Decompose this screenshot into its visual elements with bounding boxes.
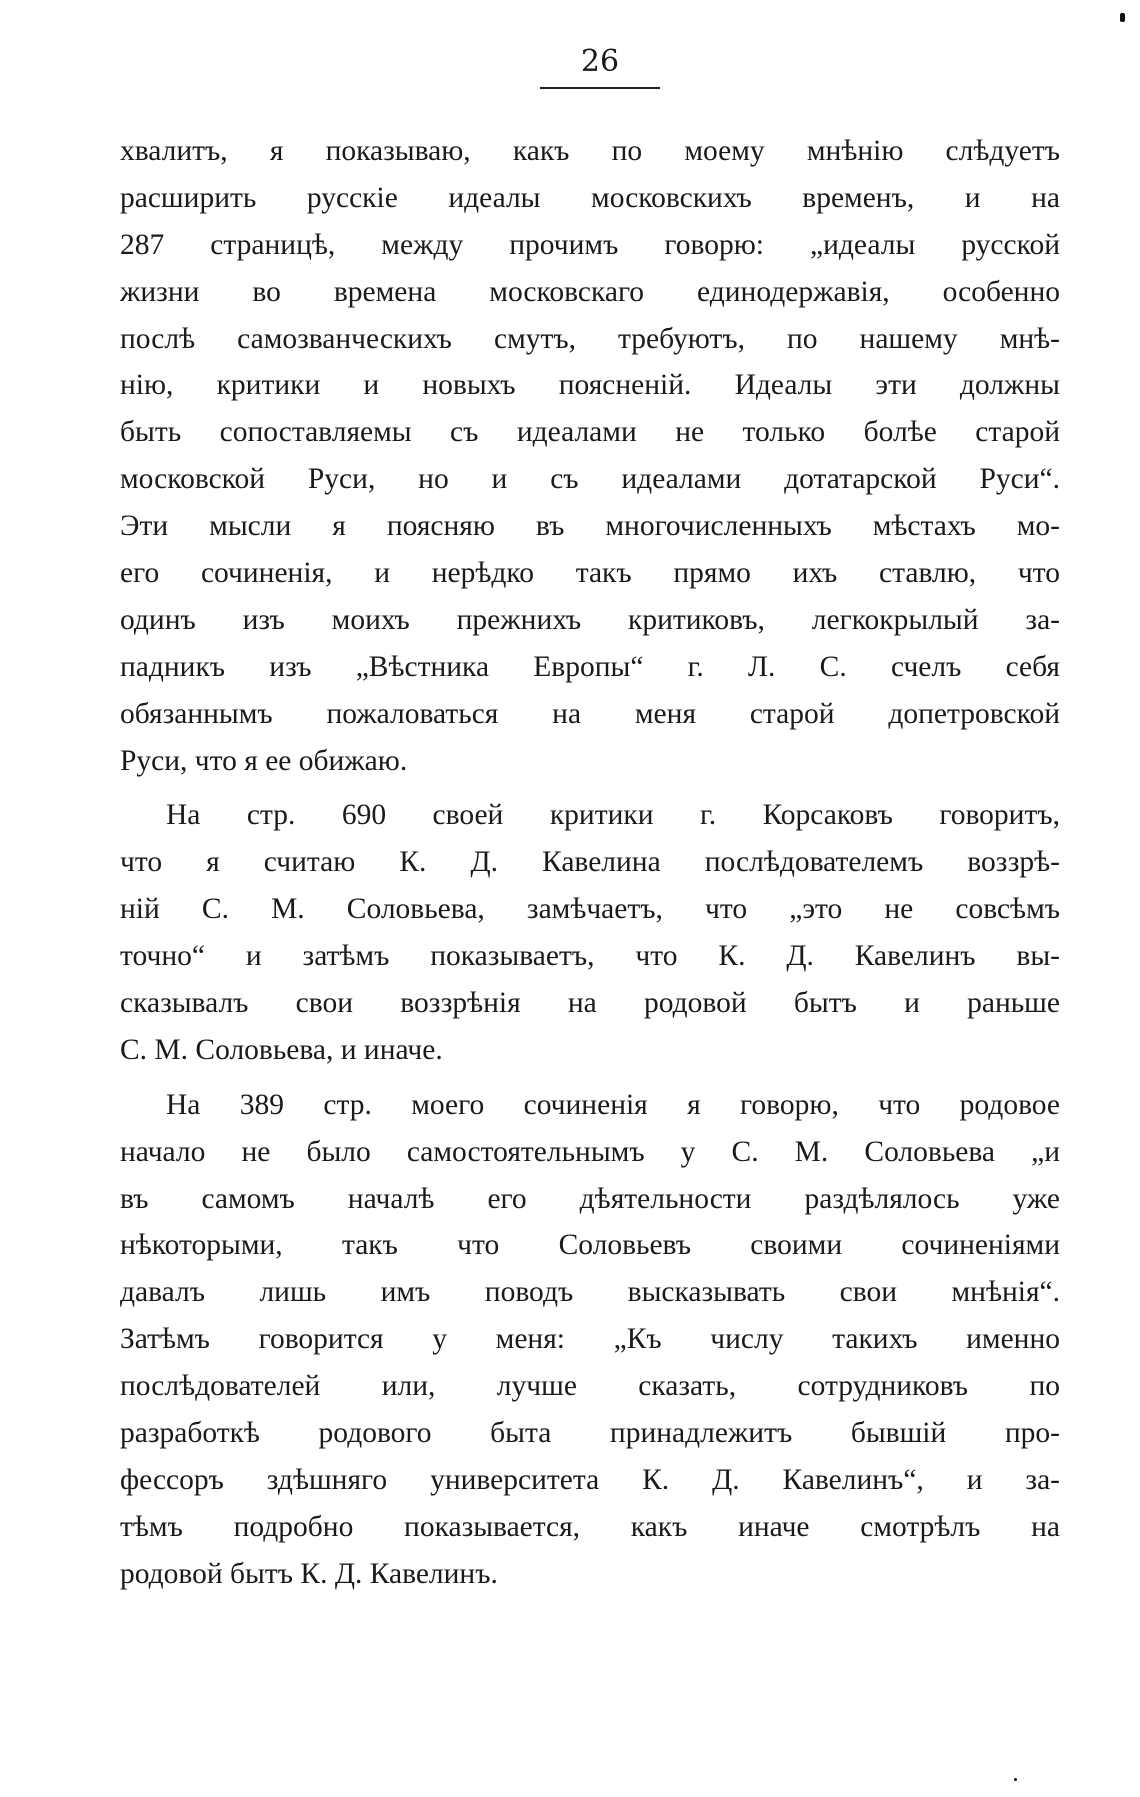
paragraph-3 <box>120 1082 1060 1598</box>
page-number-rule <box>540 87 660 89</box>
text-line: Руси, что я ее обижаю. <box>120 744 408 777</box>
ink-speck <box>1014 1778 1017 1781</box>
text-line: нѣкоторыми, такъ что Соловьевъ своими сочиненіями <box>120 1229 1060 1262</box>
text-line: что я считаю К. Д. Кавелина послѣдователемъ воззрѣ- <box>120 846 1060 879</box>
paragraph-1 <box>120 128 1060 784</box>
text-line: тѣмъ подробно показывается, какъ иначе смотрѣлъ на <box>120 1510 1060 1543</box>
text-line: хвалитъ, я показываю, какъ по моему мнѣнію слѣдуетъ <box>120 135 1060 167</box>
paragraph-gap <box>120 784 1060 792</box>
text-line: фессоръ здѣшняго университета К. Д. Кавелинъ“, и за- <box>120 1463 1060 1496</box>
text-line: родовой бытъ К. Д. Кавелинъ. <box>120 1557 498 1590</box>
page-number: 26 <box>580 44 620 79</box>
text-line: На стр. 690 своей критики г. Корсаковъ говоритъ, <box>166 799 1060 832</box>
ink-speck <box>1120 13 1125 22</box>
paragraph-2 <box>120 792 1060 1073</box>
text-line: 287 страницѣ, между прочимъ говорю: „идеалы русской <box>120 228 1060 261</box>
text-line: сказывалъ свои воззрѣнія на родовой бытъ и раньше <box>120 987 1060 1020</box>
text-line: его сочиненія, и нерѣдко такъ прямо ихъ ставлю, что <box>120 557 1060 590</box>
text-line: въ самомъ началѣ его дѣятельности раздѣлялось уже <box>120 1182 1060 1215</box>
text-line: На 389 стр. моего сочиненія я говорю, что родовое <box>166 1088 1060 1121</box>
text-line: жизни во времена московскаго единодержавія, особенно <box>120 275 1060 308</box>
text-line: быть сопоставляемы съ идеалами не только болѣе старой <box>120 416 1060 449</box>
text-line: нію, критики и новыхъ поясненій. Идеалы эти должны <box>120 369 1060 402</box>
text-line: С. М. Соловьева, и иначе. <box>120 1033 443 1066</box>
text-line: расширить русскіе идеалы московскихъ временъ, и на <box>120 181 1060 214</box>
text-line: давалъ лишь имъ поводъ высказывать свои мнѣнія“. <box>120 1276 1060 1309</box>
text-line: Затѣмъ говорится у меня: „Къ числу такихъ именно <box>120 1323 1060 1356</box>
text-line: Эти мысли я поясняю въ многочисленныхъ мѣстахъ мо- <box>120 510 1060 543</box>
text-line: московской Руси, но и съ идеалами дотатарской Руси“. <box>120 463 1060 496</box>
body-text <box>120 128 1060 1598</box>
text-line: послѣдователей или, лучше сказать, сотрудниковъ по <box>120 1370 1060 1403</box>
text-line: точно“ и затѣмъ показываетъ, что К. Д. Кавелинъ вы- <box>120 940 1060 973</box>
paragraph-gap <box>120 1074 1060 1082</box>
text-line: падникъ изъ „Вѣстника Европы“ г. Л. С. счелъ себя <box>120 650 1060 683</box>
text-line: одинъ изъ моихъ прежнихъ критиковъ, легкокрылый за- <box>120 603 1060 636</box>
text-line: послѣ самозванческихъ смутъ, требуютъ, по нашему мнѣ- <box>120 322 1060 355</box>
text-line: начало не было самостоятельнымъ у С. М. Соловьева „и <box>120 1135 1060 1168</box>
text-line: разработкѣ родового быта принадлежитъ бывшій про- <box>120 1417 1060 1450</box>
text-line: ній С. М. Соловьева, замѣчаетъ, что „это не совсѣмъ <box>120 893 1060 926</box>
text-line: обязаннымъ пожаловаться на меня старой допетровской <box>120 697 1060 730</box>
